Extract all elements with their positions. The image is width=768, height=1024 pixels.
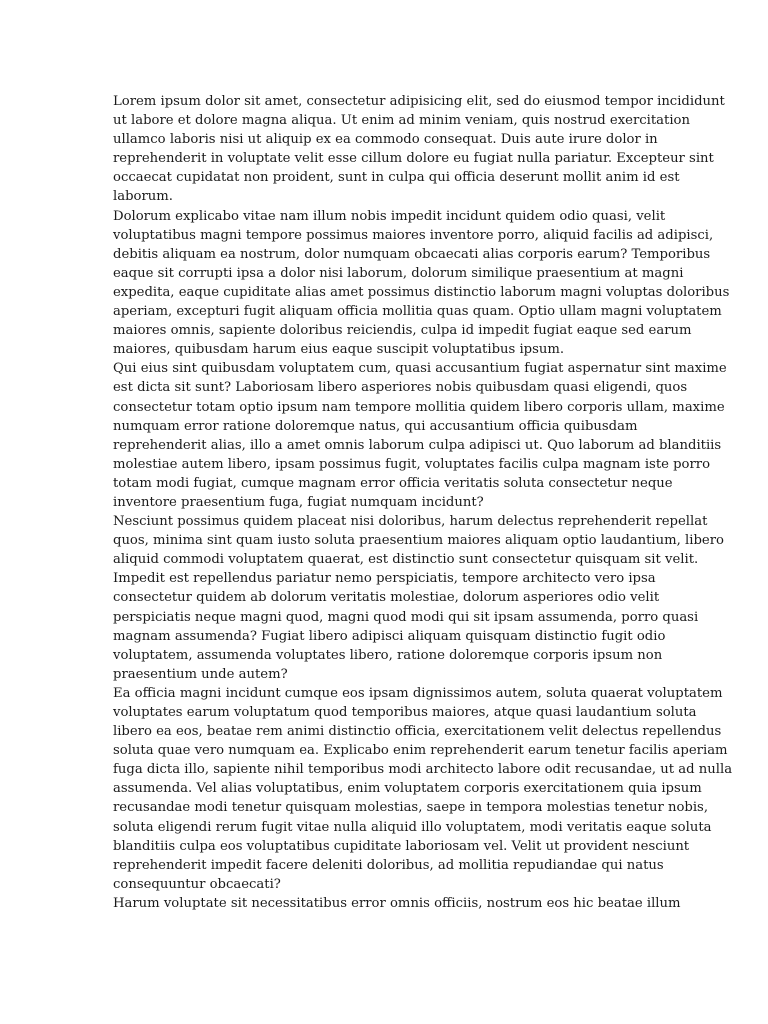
text-line: expedita, eaque cupiditate alias amet possimus distinctio laborum magni voluptas doloribus — [113, 284, 730, 300]
text-line: laborum. — [113, 189, 173, 205]
text-line: Lorem ipsum dolor sit amet, consectetur adipisicing elit, sed do eiusmod tempor incididunt — [113, 94, 725, 109]
text-line: libero ea eos, beatae rem animi distinctio officia, exercitationem velit delectus repellendus — [113, 724, 722, 740]
text-line: totam modi fugiat, cumque magnam error officia veritatis soluta consectetur neque — [113, 475, 673, 491]
paragraph-5 — [113, 684, 733, 894]
text-line: blanditiis culpa eos voluptatibus cupiditate laboriosam vel. Velit ut provident nesciunt — [113, 838, 690, 854]
text-line: consectetur totam optio ipsum nam tempore mollitia quidem libero corporis ullam, maxime — [113, 399, 725, 415]
text-line: maiores omnis, sapiente doloribus reiciendis, culpa id impedit fugiat eaque sed earum — [113, 323, 692, 339]
text-line: soluta quae vero numquam ea. Explicabo enim reprehenderit earum tenetur facilis aperiam — [113, 743, 728, 759]
text-line: aperiam, excepturi fugit aliquam officia mollitia quas quam. Optio ullam magni voluptatem — [113, 304, 722, 320]
text-line: recusandae modi tenetur quisquam molestias, saepe in tempora molestias tenetur nobis, — [113, 800, 709, 816]
text-line: Nesciunt possimus quidem placeat nisi doloribus, harum delectus reprehenderit repellat — [113, 514, 708, 530]
text-line: consectetur quidem ab dolorum veritatis molestiae, dolorum asperiores odio velit — [113, 590, 660, 606]
text-line: reprehenderit alias, illo a amet omnis laborum culpa adipisci ut. Quo laborum ad blanditiis — [113, 437, 722, 453]
text-line: maiores, quibusdam harum eius eaque suscipit voluptatibus ipsum. — [113, 342, 565, 358]
text-line: consequuntur obcaecati? — [113, 876, 281, 892]
paragraph-4 — [113, 512, 724, 684]
text-line: Harum voluptate sit necessitatibus error omnis officiis, nostrum eos hic beatae illum — [113, 895, 681, 911]
text-line: inventore praesentium fuga, fugiat numquam incidunt? — [113, 494, 484, 510]
text-line: assumenda. Vel alias voluptatibus, enim voluptatem corporis exercitationem quia ipsum — [113, 781, 702, 797]
text-line: est dicta sit sunt? Laboriosam libero asperiores nobis quibusdam quasi eligendi, quos — [113, 380, 688, 396]
text-line: magnam assumenda? Fugiat libero adipisci aliquam quisquam distinctio fugit odio — [113, 628, 666, 644]
document-body — [113, 92, 733, 913]
text-line: perspiciatis neque magni quod, magni quod modi qui sit ipsam assumenda, porro quasi — [113, 609, 699, 625]
text-line: fuga dicta illo, sapiente nihil temporibus modi architecto labore odit recusandae, ut ad nulla — [113, 762, 733, 778]
text-line: voluptatem, assumenda voluptates libero, ratione doloremque corporis ipsum non — [113, 647, 663, 663]
paragraph-6 — [113, 894, 681, 913]
paragraph-1 — [113, 92, 725, 207]
text-line: aliquid commodi voluptatem quaerat, est distinctio sunt consectetur quisquam sit velit. — [113, 552, 699, 568]
text-line: eaque sit corrupti ipsa a dolor nisi laborum, dolorum similique praesentium at magni — [113, 265, 684, 281]
text-line: Dolorum explicabo vitae nam illum nobis impedit incidunt quidem odio quasi, velit — [113, 208, 666, 224]
text-line: quos, minima sint quam iusto soluta praesentium maiores aliquam optio laudantium, libero — [113, 533, 724, 549]
text-line: Impedit est repellendus pariatur nemo perspiciatis, tempore architecto vero ipsa — [113, 571, 656, 587]
text-line: reprehenderit in voluptate velit esse cillum dolore eu fugiat nulla pariatur. Excepteur sint — [113, 151, 714, 167]
text-line: voluptates earum voluptatum quod temporibus maiores, atque quasi laudantium soluta — [113, 705, 697, 720]
text-line: numquam error ratione doloremque natus, qui accusantium officia quibusdam — [113, 418, 638, 434]
text-line: voluptatibus magni tempore possimus maiores inventore porro, aliquid facilis ad adipisci, — [113, 227, 714, 243]
text-line: ullamco laboris nisi ut aliquip ex ea commodo consequat. Duis aute irure dolor in — [113, 132, 658, 148]
text-line: ut labore et dolore magna aliqua. Ut enim ad minim veniam, quis nostrud exercitation — [113, 113, 690, 129]
paragraph-3 — [113, 359, 727, 512]
text-line: soluta eligendi rerum fugit vitae nulla aliquid illo voluptatem, modi veritatis eaque soluta — [113, 819, 712, 835]
text-line: debitis aliquam ea nostrum, dolor numquam obcaecati alias corporis earum? Temporibus — [113, 246, 711, 262]
text-line: Qui eius sint quibusdam voluptatem cum, quasi accusantium fugiat aspernatur sint maxime — [113, 361, 727, 377]
text-line: reprehenderit impedit facere deleniti doloribus, ad mollitia repudiandae qui natus — [113, 857, 664, 873]
text-line: occaecat cupidatat non proident, sunt in culpa qui officia deserunt mollit anim id est — [113, 170, 680, 186]
text-line: molestiae autem libero, ipsam possimus fugit, voluptates facilis culpa magnam iste porro — [113, 456, 711, 472]
text-line: praesentium unde autem? — [113, 666, 288, 682]
text-line: Ea officia magni incidunt cumque eos ipsam dignissimos autem, soluta quaerat voluptatem — [113, 685, 723, 701]
paragraph-2 — [113, 207, 730, 360]
